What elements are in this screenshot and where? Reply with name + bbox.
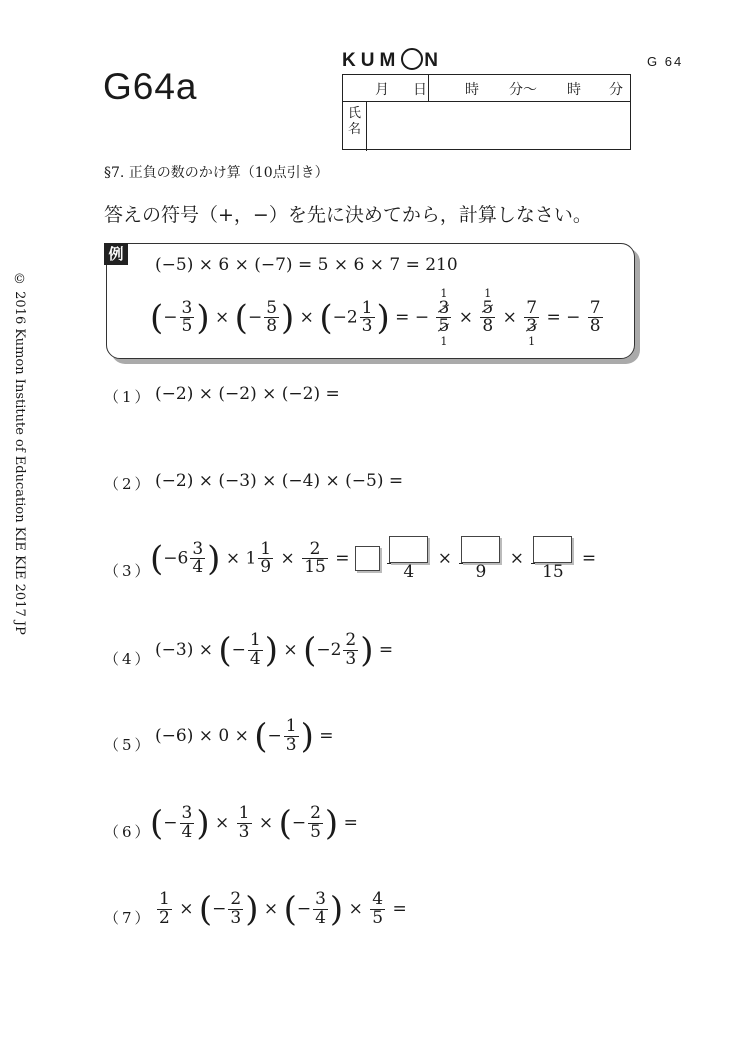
problem-7-expression: $\frac{1}{2}$ × (− $\frac{2}{3}$ ) × (− $\frac{3}{4}$ ) × $\frac{4}{5}$ = <box>159 889 407 930</box>
problem-6-label: （6） <box>104 823 153 841</box>
answer-box[interactable] <box>533 536 572 563</box>
worksheet-code-small: G 64 <box>647 54 684 69</box>
minute-label: 分～ <box>509 82 537 98</box>
problem-3-expression: (−6 $\frac{3}{4}$ ) × 1 $\frac{1}{9}$ × $\frac{2}{15}$ = 4 × 9 × 15 = <box>150 536 596 582</box>
month-label: 月 <box>375 82 389 98</box>
problem-2-expression: (−2) × (−3) × (−4) × (−5) = <box>155 471 404 491</box>
worksheet-code: G64a <box>103 66 198 107</box>
answer-box[interactable] <box>355 546 380 571</box>
answer-box[interactable] <box>461 536 500 563</box>
problem-6-expression: (− $\frac{3}{4}$ ) × $\frac{1}{3}$ × (− $\frac{2}{5}$ ) = <box>150 803 358 844</box>
problem-1-label: （1） <box>104 388 153 406</box>
problem-5-label: （5） <box>104 736 153 754</box>
copyright: © 2016 Kumon Institute of Education KIE KIE 2017 JP <box>12 272 27 635</box>
problem-3-label: （3） <box>104 562 153 580</box>
problem-7-label: （7） <box>104 909 153 927</box>
name-label: 氏名 <box>348 106 362 137</box>
instruction: 答えの符号（+，−）を先に決めてから，計算しなさい。 <box>104 204 592 226</box>
example-badge: 例 <box>104 243 128 265</box>
hour-label-2: 時 <box>567 82 581 98</box>
date-name-table <box>342 74 631 150</box>
problem-1-expression: (−2) × (−2) × (−2) = <box>155 384 340 404</box>
example-line-1: (−5) × 6 × (−7) = 5 × 6 × 7 = 210 <box>155 255 458 275</box>
problem-2-label: （2） <box>104 475 153 493</box>
problem-4-label: （4） <box>104 650 153 668</box>
name-field[interactable] <box>367 102 630 149</box>
section-title: §7. 正負の数のかけ算（10点引き） <box>104 165 329 181</box>
problem-5-expression: (−6) × 0 × (− $\frac{1}{3}$ ) = <box>155 716 334 757</box>
problem-4-expression: (−3) × (− $\frac{1}{4}$ ) × (−2 $\frac{2}{3}$ ) = <box>155 630 394 671</box>
minute-label-2: 分 <box>609 82 623 98</box>
hour-label: 時 <box>465 82 479 98</box>
answer-box[interactable] <box>389 536 428 563</box>
day-label: 日 <box>413 82 427 98</box>
example-line-2: (− $\frac{3}{5}$ ) × (− $\frac{5}{8}$ ) × (−2 $\frac{1}{3}$ ) = − 1 3 5 1 × 1 5 8 × 7 3 1 = − $\frac{7}{8}$ <box>150 287 601 349</box>
kumon-logo: KUM N <box>342 50 444 71</box>
